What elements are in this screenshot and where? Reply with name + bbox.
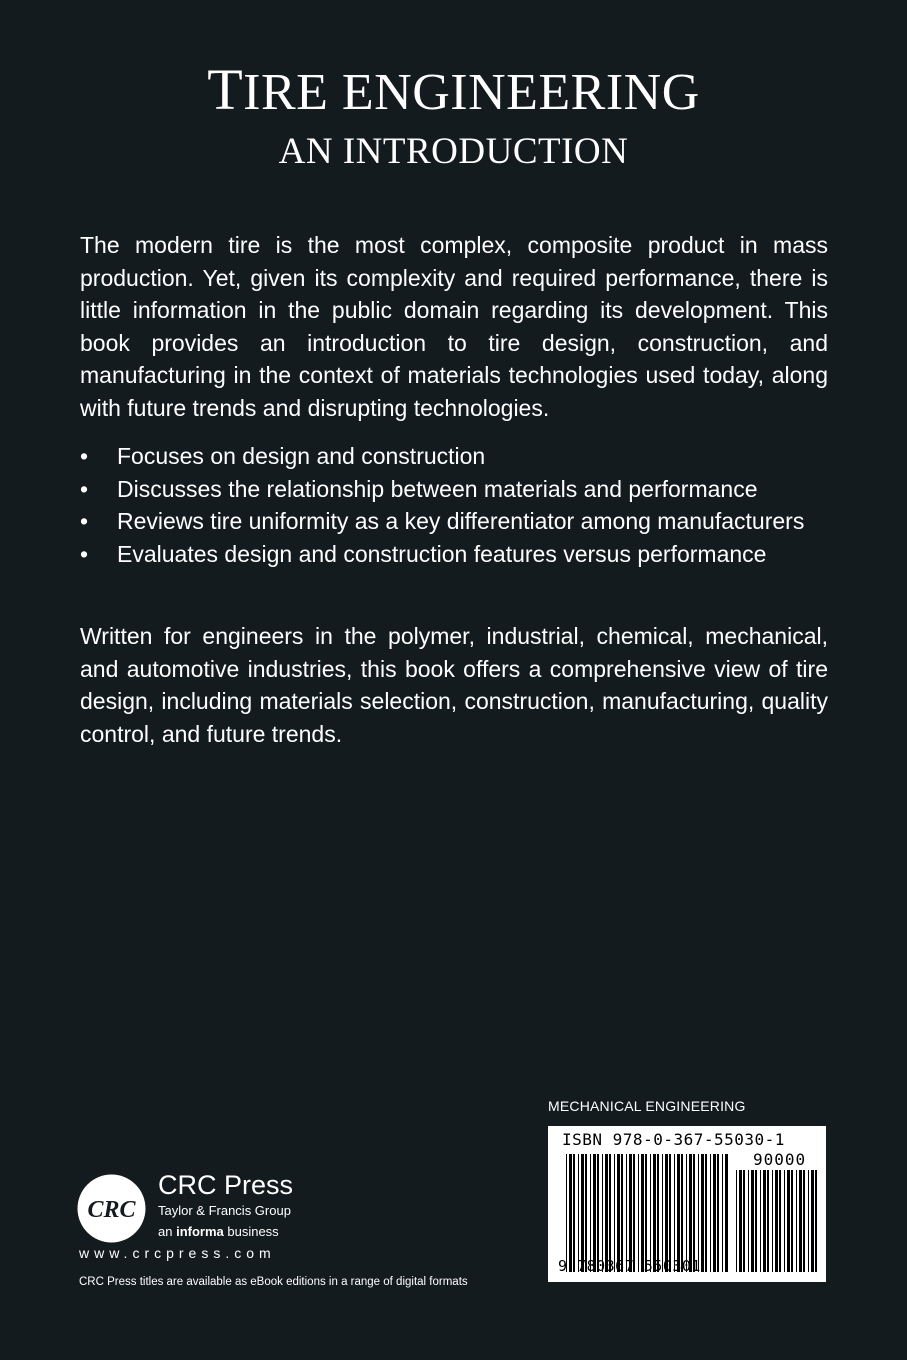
barcode-bar bbox=[767, 1170, 769, 1272]
barcode-bar bbox=[597, 1154, 599, 1272]
book-subtitle: AN INTRODUCTION bbox=[278, 131, 629, 172]
closing-paragraph: Written for engineers in the polymer, industrial, chemical, mechanical, and automotive industries, this book offers a comprehensive view of tire design, including materials selection, construction, manufacturing, quality control, and future trends. bbox=[80, 623, 828, 747]
barcode-bar bbox=[717, 1154, 719, 1272]
barcode-bar bbox=[791, 1170, 793, 1272]
crc-logo-icon bbox=[77, 1174, 146, 1243]
barcode-bar bbox=[662, 1154, 663, 1272]
barcode-bar bbox=[763, 1170, 766, 1272]
book-title bbox=[0, 57, 907, 122]
barcode-bar bbox=[713, 1154, 716, 1272]
barcode-bar bbox=[811, 1170, 814, 1272]
list-item-text: Reviews tire uniformity as a key differentiator among manufacturers bbox=[117, 508, 805, 535]
barcode-bar bbox=[784, 1170, 785, 1272]
barcode-bar bbox=[650, 1154, 651, 1272]
bullet-icon: • bbox=[80, 475, 89, 502]
barcode-bar bbox=[698, 1154, 699, 1272]
barcode-bar bbox=[787, 1170, 790, 1272]
list-item bbox=[80, 440, 828, 473]
list-item-text: Discusses the relationship between materials and performance bbox=[117, 475, 758, 502]
barcode-bar bbox=[641, 1154, 644, 1272]
barcode-bar bbox=[677, 1154, 680, 1272]
price-addon: 90000 bbox=[753, 1150, 807, 1169]
logo-text: CRC bbox=[87, 1197, 136, 1223]
barcode-bar bbox=[669, 1154, 671, 1272]
title-rest: IRE ENGINEERING bbox=[243, 64, 700, 121]
isbn-barcode bbox=[548, 1126, 826, 1282]
barcode-bar bbox=[748, 1170, 749, 1272]
ean-digits: 9 780367 550301 bbox=[558, 1257, 701, 1275]
bullet-icon: • bbox=[80, 508, 89, 535]
barcode-bar bbox=[585, 1154, 587, 1272]
barcode-bar bbox=[621, 1154, 623, 1272]
publisher-group: Taylor & Francis Group bbox=[158, 1203, 291, 1218]
subject-category: MECHANICAL ENGINEERING bbox=[548, 1098, 746, 1114]
barcode-bar bbox=[803, 1170, 805, 1272]
barcode-bar bbox=[633, 1154, 635, 1272]
barcode-bar bbox=[681, 1154, 683, 1272]
list-item-text: Focuses on design and construction bbox=[117, 443, 486, 469]
business-bold: informa bbox=[176, 1224, 224, 1239]
barcode-bar bbox=[602, 1154, 603, 1272]
barcode-bar bbox=[755, 1170, 757, 1272]
barcode-bar bbox=[569, 1154, 572, 1272]
publisher-name: CRC Press bbox=[158, 1170, 294, 1200]
barcode-bar bbox=[609, 1154, 611, 1272]
barcode-bar bbox=[614, 1154, 615, 1272]
feature-list bbox=[80, 440, 828, 570]
barcode-bar bbox=[736, 1170, 737, 1272]
barcode-bar bbox=[581, 1154, 584, 1272]
barcode-bar bbox=[590, 1154, 591, 1272]
list-item bbox=[80, 505, 828, 538]
bullet-icon: • bbox=[80, 443, 89, 469]
barcode-bar bbox=[760, 1170, 761, 1272]
barcode-bar bbox=[693, 1154, 695, 1272]
intro-paragraph: The modern tire is the most complex, composite product in mass production. Yet, given its complexity and required performance, there is little information in the public domain regarding its development. This book provides an introduction to tire design, construction, and manufacturing in the context of materials technologies used today, along with future trends and disrupting technologies. bbox=[80, 232, 828, 421]
title-initial: T bbox=[207, 57, 244, 122]
barcode-bar bbox=[665, 1154, 668, 1272]
barcode-bar bbox=[808, 1170, 809, 1272]
barcode-bar bbox=[566, 1154, 567, 1272]
barcode-bar bbox=[578, 1154, 579, 1272]
business-prefix: an bbox=[158, 1224, 177, 1239]
barcode-bar bbox=[722, 1154, 723, 1272]
list-item bbox=[80, 473, 828, 506]
barcode-bar bbox=[815, 1170, 817, 1272]
barcode-bar bbox=[689, 1154, 692, 1272]
barcode-bar bbox=[705, 1154, 707, 1272]
barcode-bar bbox=[617, 1154, 620, 1272]
barcode-bar bbox=[674, 1154, 675, 1272]
barcode-bar bbox=[710, 1154, 711, 1272]
barcode-bar bbox=[593, 1154, 596, 1272]
barcode-bar bbox=[573, 1154, 575, 1272]
list-item-text: Evaluates design and construction features versus performance bbox=[117, 540, 767, 567]
barcode-bar bbox=[653, 1154, 656, 1272]
bullet-icon: • bbox=[80, 540, 89, 567]
barcode-bar bbox=[629, 1154, 632, 1272]
barcode-bar bbox=[725, 1154, 728, 1272]
barcode-bar bbox=[796, 1170, 797, 1272]
publisher-url[interactable]: www.crcpress.com bbox=[79, 1245, 276, 1261]
barcode-bar bbox=[626, 1154, 627, 1272]
isbn-label: ISBN 978-0-367-55030-1 bbox=[562, 1130, 785, 1149]
barcode-bar bbox=[779, 1170, 781, 1272]
barcode-bar bbox=[645, 1154, 647, 1272]
barcode-bar bbox=[751, 1170, 754, 1272]
barcode-bar bbox=[799, 1170, 802, 1272]
barcode-bar bbox=[775, 1170, 778, 1272]
barcode-bar bbox=[686, 1154, 687, 1272]
barcode-bar bbox=[739, 1170, 742, 1272]
barcode-bar bbox=[701, 1154, 704, 1272]
publisher-business bbox=[158, 1224, 279, 1240]
ebook-note: CRC Press titles are available as eBook editions in a range of digital formats bbox=[79, 1276, 468, 1288]
list-item bbox=[80, 538, 828, 571]
barcode-bar bbox=[638, 1154, 639, 1272]
barcode-bar bbox=[743, 1170, 745, 1272]
barcode-bar bbox=[605, 1154, 608, 1272]
business-suffix: business bbox=[223, 1224, 279, 1239]
barcode-bar bbox=[772, 1170, 773, 1272]
barcode-bar bbox=[657, 1154, 659, 1272]
